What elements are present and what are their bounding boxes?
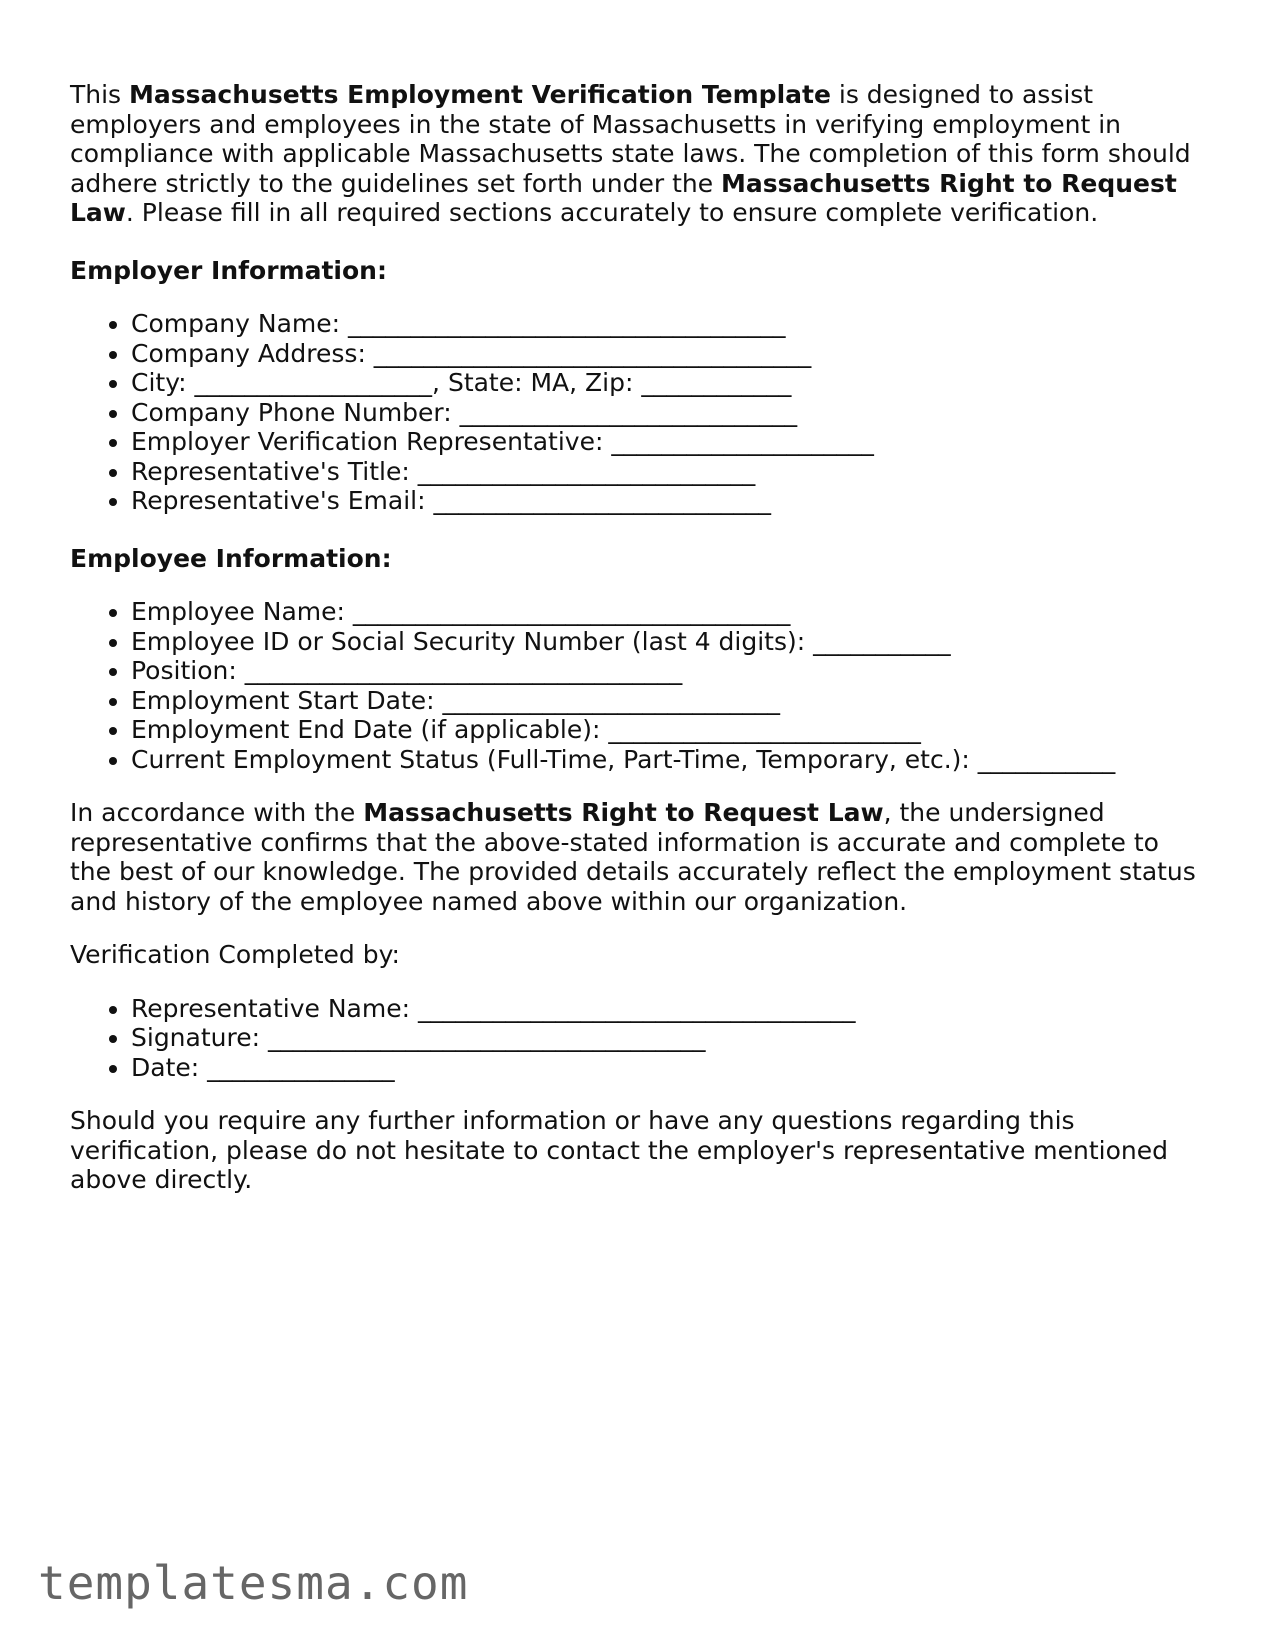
intro-paragraph — [70, 80, 1200, 228]
verification-list — [70, 994, 1200, 1083]
representative-title-field: • Representative's Title: ___________________________ — [131, 457, 1200, 487]
company-name-field: • Company Name: ___________________________________ — [131, 309, 1200, 339]
employee-list — [70, 597, 1200, 774]
date-field: • Date: _______________ — [131, 1053, 1200, 1083]
confirmation-law-name: Massachusetts Right to Request Law — [363, 798, 884, 827]
employee-heading: Employee Information: — [70, 543, 392, 573]
employment-status-field: • Current Employment Status (Full-Time, Part-Time, Temporary, etc.): ___________ — [131, 745, 1200, 775]
employee-name-field: • Employee Name: ___________________________________ — [131, 597, 1200, 627]
confirmation-paragraph — [70, 798, 1200, 916]
employer-heading: Employer Information: — [70, 255, 387, 285]
intro-text-1: This — [70, 80, 130, 109]
verification-label: Verification Completed by: — [70, 940, 400, 969]
start-date-field: • Employment Start Date: ___________________________ — [131, 686, 1200, 716]
document-body — [70, 80, 1200, 1219]
watermark: templatesma.com — [38, 1556, 469, 1610]
company-phone-field: • Company Phone Number: ___________________________ — [131, 398, 1200, 428]
confirmation-text-2: , the undersigned representative confirms that the above-stated information is accurate and complete to the best of our knowledge. The provided details accurately reflect the employment status and history of the employee named above within our organization. — [70, 798, 1196, 916]
intro-text-3: . Please fill in all required sections accurately to ensure complete verification. — [125, 198, 1099, 227]
employer-list — [70, 309, 1200, 516]
template-title: Massachusetts Employment Verification Template — [129, 80, 831, 109]
company-address-field: • Company Address: ___________________________________ — [131, 339, 1200, 369]
intro-text-2: is designed to assist employers and employees in the state of Massachusetts in verifying employment in compliance with applicable Massachusetts state laws. The completion of this form should adhere strictly to the guidelines set forth under the — [70, 80, 1191, 198]
closing-paragraph: Should you require any further information or have any questions regarding this verification, please do not hesitate to contact the employer's representative mentioned above directly. — [70, 1106, 1169, 1194]
law-name: Massachusetts Right to Request Law — [70, 168, 1177, 227]
representative-name-field: • Representative Name: ___________________________________ — [131, 994, 1200, 1024]
signature-field: • Signature: ___________________________________ — [131, 1023, 1200, 1053]
verification-representative-field: • Employer Verification Representative: _____________________ — [131, 427, 1200, 457]
employee-id-field: • Employee ID or Social Security Number (last 4 digits): ___________ — [131, 627, 1200, 657]
representative-email-field: • Representative's Email: ___________________________ — [131, 486, 1200, 516]
end-date-field: • Employment End Date (if applicable): _________________________ — [131, 715, 1200, 745]
city-state-zip-field: • City: ___________________, State: MA, Zip: ____________ — [131, 368, 1200, 398]
confirmation-text-1: In accordance with the — [70, 798, 364, 827]
position-field: • Position: ___________________________________ — [131, 656, 1200, 686]
